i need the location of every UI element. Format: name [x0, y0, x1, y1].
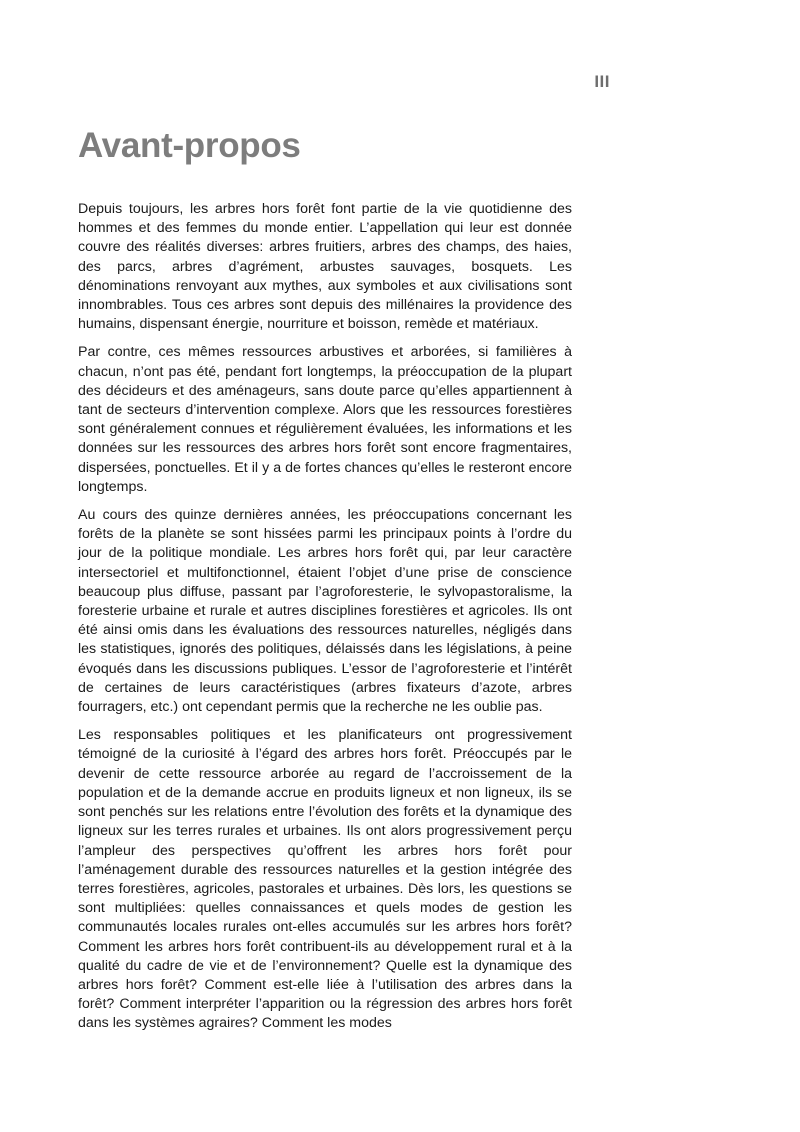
paragraph-4: Les responsables politiques et les planificateurs ont progressivement témoigné de la curiosité à l’égard des arbres hors forêt. Préoccupés par le devenir de cette ressource arborée au regard de l’accroissement de la population et de la demande accrue en produits ligneux et non ligneux, ils se sont penchés sur les relations entre l’évolution des forêts et la dynamique des ligneux sur les terres rurales et urbaines. Ils ont alors progressivement perçu l’ampleur des perspectives qu’offrent les arbres hors forêt pour l’aménagement durable des ressources naturelles et la gestion intégrée des terres forestières, agricoles, pastorales et urbaines. Dès lors, les questions se sont multipliées: quelles connaissances et quels modes de gestion les communautés locales rurales ont-elles accumulés sur les arbres hors forêt? Comment les arbres hors forêt contribuent-ils au développement rural et à la qualité du cadre de vie et de l’environnement? Quelle est la dynamique des arbres hors forêt? Comment est-elle liée à l’utilisation des arbres dans la forêt? Comment interpréter l’apparition ou la régression des arbres hors forêt dans les systèmes agraires? Comment les modes: [78, 727, 572, 1032]
body-text: [78, 200, 572, 1043]
paragraph-3: Au cours des quinze dernières années, les préoccupations concernant les forêts de la planète se sont hissées parmi les principaux points à l’ordre du jour de la politique mondiale. Les arbres hors forêt qui, par leur caractère intersectoriel et multifonctionnel, étaient l’objet d’une prise de conscience beaucoup plus diffuse, passant par l’agroforesterie, le sylvopastoralisme, la foresterie urbaine et rurale et autres disciplines forestières et agricoles. Ils ont été ainsi omis dans les évaluations des ressources naturelles, négligés dans les statistiques, ignorés des politiques, délaissés dans les législations, à peine évoqués dans les discussions publiques. L’essor de l’agroforesterie et l’intérêt de certaines de leurs caractéristiques (arbres fixateurs d’azote, arbres fourragers, etc.) ont cependant permis que la recherche ne les oublie pas.: [78, 507, 572, 716]
page-number: III: [594, 72, 610, 91]
paragraph-2: Par contre, ces mêmes ressources arbustives et arborées, si familières à chacun, n’ont pas été, pendant fort longtemps, la préoccupation de la plupart des décideurs et des aménageurs, sans doute parce qu’elles appartiennent à tant de secteurs d’intervention complexe. Alors que les ressources forestières sont généralement connues et régulièrement évaluées, les informations et les données sur les ressources des arbres hors forêt sont encore fragmentaires, dispersées, ponctuelles. Et il y a de fortes chances qu’elles le resteront encore longtemps.: [78, 344, 572, 495]
page-title: Avant-propos: [78, 126, 301, 165]
paragraph-1: Depuis toujours, les arbres hors forêt font partie de la vie quotidienne des hommes et des femmes du monde entier. L’appellation qui leur est donnée couvre des réalités diverses: arbres fruitiers, arbres des champs, des haies, des parcs, arbres d’agrément, arbustes sauvages, bosquets. Les dénominations renvoyant aux mythes, aux symboles et aux civilisations sont innombrables. Tous ces arbres sont depuis des millénaires la providence des humains, dispensant énergie, nourriture et boisson, remède et matériaux.: [78, 201, 572, 333]
